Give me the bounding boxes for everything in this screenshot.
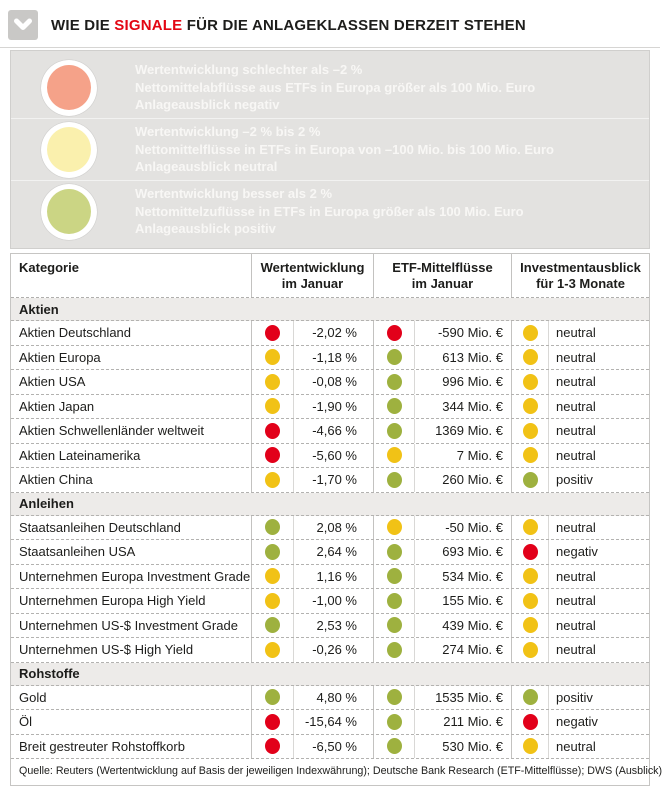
section-title: Aktien <box>19 301 59 317</box>
performance-signal-dot <box>265 349 280 365</box>
section-row <box>11 663 649 686</box>
flow-value: 693 Mio. € <box>414 540 511 564</box>
outlook-signal-cell <box>511 419 548 443</box>
column-header-outlook: Investmentausblick für 1-3 Monate <box>511 254 649 297</box>
performance-signal-dot <box>265 374 280 390</box>
outlook-signal-dot <box>523 689 538 705</box>
flow-signal-cell <box>373 419 414 443</box>
table-row <box>11 468 649 493</box>
table-row <box>11 395 649 420</box>
table-row <box>11 540 649 565</box>
performance-signal-cell <box>251 565 293 589</box>
legend-line-2: Nettomittelzuflüsse in ETFs in Europa größer als 100 Mio. Euro <box>135 203 524 219</box>
performance-signal-dot <box>265 398 280 414</box>
performance-value: -1,00 % <box>293 589 373 613</box>
legend-line-1: Wertentwicklung schlechter als –2 % <box>135 62 363 78</box>
performance-signal-cell <box>251 686 293 710</box>
outlook-signal-dot <box>523 544 538 560</box>
performance-signal-dot <box>265 519 280 535</box>
flow-signal-cell <box>373 346 414 370</box>
title-highlight: SIGNALE <box>114 16 183 34</box>
performance-signal-dot <box>265 738 280 754</box>
row-category: Unternehmen US-$ Investment Grade <box>19 617 238 633</box>
outlook-signal-cell <box>511 565 548 589</box>
flow-value: 260 Mio. € <box>414 468 511 492</box>
legend-signal-circle <box>47 127 91 172</box>
performance-signal-dot <box>265 714 280 730</box>
flow-signal-cell <box>373 468 414 492</box>
legend-signal-circle <box>47 65 91 110</box>
outlook-signal-dot <box>523 374 538 390</box>
flow-value: 613 Mio. € <box>414 346 511 370</box>
outlook-signal-dot <box>523 447 538 463</box>
flow-signal-cell <box>373 614 414 638</box>
flow-signal-cell <box>373 565 414 589</box>
performance-signal-cell <box>251 321 293 345</box>
legend-item <box>11 118 649 180</box>
outlook-value: neutral <box>548 516 649 540</box>
outlook-value: neutral <box>548 735 649 759</box>
flow-signal-cell <box>373 370 414 394</box>
flow-signal-dot <box>387 325 402 341</box>
performance-signal-cell <box>251 468 293 492</box>
outlook-signal-dot <box>523 398 538 414</box>
row-category: Öl <box>19 714 32 730</box>
row-category: Staatsanleihen USA <box>19 544 136 560</box>
flow-signal-dot <box>387 642 402 658</box>
legend-item <box>11 180 649 242</box>
section-title: Anleihen <box>19 496 74 511</box>
source-line: Quelle: Reuters (Wertentwicklung auf Basis der jeweiligen Indexwährung); Deutsche Bank Research (ETF-Mittelflüsse); DWS (Ausblick) <box>19 765 662 777</box>
outlook-signal-cell <box>511 710 548 734</box>
outlook-signal-cell <box>511 444 548 468</box>
outlook-signal-cell <box>511 638 548 662</box>
flow-signal-dot <box>387 714 402 730</box>
performance-signal-cell <box>251 395 293 419</box>
row-category: Gold <box>19 689 47 705</box>
row-category: Aktien Lateinamerika <box>19 447 141 463</box>
table-row <box>11 321 649 346</box>
legend-item <box>11 57 649 118</box>
performance-signal-cell <box>251 540 293 564</box>
legend-line-2: Nettomittelabflüsse aus ETFs in Europa größer als 100 Mio. Euro <box>135 79 536 95</box>
performance-signal-cell <box>251 346 293 370</box>
legend-line-1: Wertentwicklung besser als 2 % <box>135 186 332 202</box>
performance-value: 2,64 % <box>293 540 373 564</box>
outlook-value: neutral <box>548 565 649 589</box>
signals-table <box>10 253 662 786</box>
performance-signal-cell <box>251 589 293 613</box>
outlook-signal-dot <box>523 617 538 633</box>
performance-signal-dot <box>265 642 280 658</box>
table-row <box>11 516 649 541</box>
performance-signal-dot <box>265 593 280 609</box>
legend-line-3: Anlageausblick neutral <box>135 159 278 175</box>
performance-value: -1,90 % <box>293 395 373 419</box>
flow-signal-cell <box>373 516 414 540</box>
flow-signal-dot <box>387 689 402 705</box>
row-category: Unternehmen US-$ High Yield <box>19 642 194 658</box>
outlook-value: neutral <box>548 638 649 662</box>
outlook-value: neutral <box>548 589 649 613</box>
performance-value: 2,08 % <box>293 516 373 540</box>
performance-value: -2,02 % <box>293 321 373 345</box>
flow-value: 534 Mio. € <box>414 565 511 589</box>
legend-text <box>135 61 535 114</box>
performance-signal-cell <box>251 614 293 638</box>
performance-value: -15,64 % <box>293 710 373 734</box>
table-row <box>11 614 649 639</box>
performance-value: -0,26 % <box>293 638 373 662</box>
performance-signal-cell <box>251 710 293 734</box>
flow-value: 274 Mio. € <box>414 638 511 662</box>
outlook-signal-cell <box>511 395 548 419</box>
table-row <box>11 686 649 711</box>
section-row <box>11 298 649 321</box>
row-category: Aktien Deutschland <box>19 325 132 341</box>
flow-signal-dot <box>387 472 402 488</box>
table-row <box>11 735 649 760</box>
flow-signal-dot <box>387 593 402 609</box>
outlook-value: neutral <box>548 395 649 419</box>
legend-line-1: Wertentwicklung –2 % bis 2 % <box>135 124 321 140</box>
section-title: Rohstoffe <box>19 666 80 681</box>
chevron-down-icon[interactable] <box>8 10 38 40</box>
signal-circle-icon <box>41 60 97 116</box>
table-row <box>11 638 649 663</box>
performance-signal-cell <box>251 516 293 540</box>
legend-line-3: Anlageausblick positiv <box>135 221 276 237</box>
flow-value: 7 Mio. € <box>414 444 511 468</box>
table-row <box>11 444 649 469</box>
outlook-value: neutral <box>548 370 649 394</box>
table-body <box>11 298 649 759</box>
header <box>0 0 660 48</box>
outlook-signal-dot <box>523 738 538 754</box>
column-header-performance: Wertentwicklung im Januar <box>251 254 373 297</box>
flow-value: -50 Mio. € <box>414 516 511 540</box>
performance-signal-dot <box>265 568 280 584</box>
performance-signal-cell <box>251 735 293 759</box>
performance-signal-dot <box>265 472 280 488</box>
flow-value: 530 Mio. € <box>414 735 511 759</box>
flow-value: 344 Mio. € <box>414 395 511 419</box>
outlook-signal-dot <box>523 642 538 658</box>
signal-circle-icon <box>41 184 97 240</box>
performance-signal-dot <box>265 544 280 560</box>
outlook-value: neutral <box>548 346 649 370</box>
flow-signal-cell <box>373 710 414 734</box>
flow-signal-dot <box>387 423 402 439</box>
flow-signal-dot <box>387 374 402 390</box>
outlook-value: negativ <box>548 540 649 564</box>
outlook-signal-cell <box>511 686 548 710</box>
table-row <box>11 565 649 590</box>
flow-signal-cell <box>373 735 414 759</box>
flow-signal-cell <box>373 395 414 419</box>
outlook-value: neutral <box>548 419 649 443</box>
flow-signal-cell <box>373 589 414 613</box>
section-row <box>11 493 649 516</box>
outlook-signal-cell <box>511 516 548 540</box>
performance-signal-cell <box>251 370 293 394</box>
row-category: Aktien USA <box>19 374 86 390</box>
flow-signal-cell <box>373 638 414 662</box>
performance-value: 4,80 % <box>293 686 373 710</box>
row-category: Aktien Schwellenländer weltweit <box>19 423 204 439</box>
outlook-value: positiv <box>548 686 649 710</box>
outlook-signal-dot <box>523 568 538 584</box>
table-row <box>11 419 649 444</box>
row-category: Aktien Europa <box>19 349 101 365</box>
title-prefix: WIE DIE <box>51 16 110 34</box>
performance-value: -0,08 % <box>293 370 373 394</box>
flow-signal-cell <box>373 540 414 564</box>
outlook-signal-cell <box>511 735 548 759</box>
performance-signal-cell <box>251 444 293 468</box>
outlook-signal-cell <box>511 589 548 613</box>
outlook-signal-dot <box>523 349 538 365</box>
outlook-signal-dot <box>523 325 538 341</box>
row-category: Unternehmen Europa High Yield <box>19 593 206 609</box>
performance-value: -1,70 % <box>293 468 373 492</box>
performance-value: 2,53 % <box>293 614 373 638</box>
performance-signal-dot <box>265 325 280 341</box>
outlook-signal-cell <box>511 346 548 370</box>
flow-signal-dot <box>387 544 402 560</box>
performance-value: -1,18 % <box>293 346 373 370</box>
outlook-signal-dot <box>523 714 538 730</box>
table-row <box>11 370 649 395</box>
row-category: Unternehmen Europa Investment Grade <box>19 568 251 584</box>
outlook-signal-dot <box>523 593 538 609</box>
flow-value: 1369 Mio. € <box>414 419 511 443</box>
performance-value: -5,60 % <box>293 444 373 468</box>
performance-signal-dot <box>265 689 280 705</box>
outlook-signal-cell <box>511 321 548 345</box>
flow-signal-dot <box>387 617 402 633</box>
table-row <box>11 346 649 371</box>
legend <box>10 50 650 249</box>
legend-signal-circle <box>47 189 91 234</box>
flow-signal-dot <box>387 398 402 414</box>
flow-value: 439 Mio. € <box>414 614 511 638</box>
table-header <box>11 254 649 298</box>
flow-signal-dot <box>387 447 402 463</box>
performance-signal-dot <box>265 423 280 439</box>
outlook-value: negativ <box>548 710 649 734</box>
outlook-value: neutral <box>548 614 649 638</box>
flow-signal-dot <box>387 519 402 535</box>
row-category: Breit gestreuter Rohstoffkorb <box>19 738 185 754</box>
performance-signal-dot <box>265 447 280 463</box>
flow-signal-dot <box>387 738 402 754</box>
column-header-category: Kategorie <box>19 260 79 275</box>
flow-signal-cell <box>373 321 414 345</box>
performance-signal-cell <box>251 419 293 443</box>
performance-signal-cell <box>251 638 293 662</box>
performance-value: 1,16 % <box>293 565 373 589</box>
flow-signal-cell <box>373 444 414 468</box>
legend-line-3: Anlageausblick negativ <box>135 97 280 113</box>
outlook-value: neutral <box>548 321 649 345</box>
legend-line-2: Nettomittelflüsse in ETFs in Europa von –100 Mio. bis 100 Mio. Euro <box>135 141 554 157</box>
title-suffix: FÜR DIE ANLAGEKLASSEN DERZEIT STEHEN <box>186 16 526 34</box>
outlook-signal-dot <box>523 472 538 488</box>
outlook-signal-cell <box>511 468 548 492</box>
performance-signal-dot <box>265 617 280 633</box>
outlook-value: neutral <box>548 444 649 468</box>
flow-signal-dot <box>387 568 402 584</box>
outlook-signal-dot <box>523 423 538 439</box>
flow-value: -590 Mio. € <box>414 321 511 345</box>
row-category: Staatsanleihen Deutschland <box>19 519 181 535</box>
column-header-etf-flows: ETF-Mittelflüsse im Januar <box>373 254 511 297</box>
page-title <box>51 17 526 34</box>
outlook-signal-dot <box>523 519 538 535</box>
outlook-signal-cell <box>511 540 548 564</box>
outlook-signal-cell <box>511 614 548 638</box>
flow-value: 1535 Mio. € <box>414 686 511 710</box>
row-category: Aktien China <box>19 472 93 488</box>
performance-value: -4,66 % <box>293 419 373 443</box>
outlook-value: positiv <box>548 468 649 492</box>
table-row <box>11 589 649 614</box>
outlook-signal-cell <box>511 370 548 394</box>
signal-circle-icon <box>41 122 97 178</box>
flow-signal-cell <box>373 686 414 710</box>
performance-value: -6,50 % <box>293 735 373 759</box>
flow-value: 155 Mio. € <box>414 589 511 613</box>
row-category: Aktien Japan <box>19 398 95 414</box>
legend-text <box>135 123 554 176</box>
flow-value: 211 Mio. € <box>414 710 511 734</box>
legend-text <box>135 185 524 238</box>
flow-signal-dot <box>387 349 402 365</box>
table-row <box>11 710 649 735</box>
flow-value: 996 Mio. € <box>414 370 511 394</box>
